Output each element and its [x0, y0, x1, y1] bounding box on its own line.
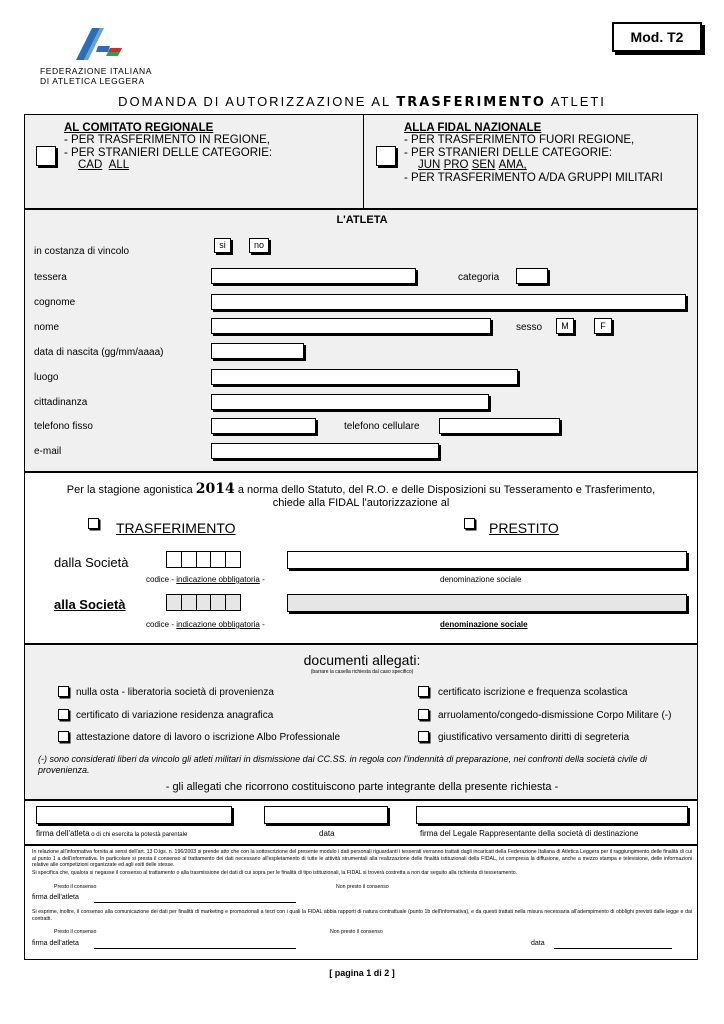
doc-segreteria-label: giustificativo versamento diritti di segreteria	[438, 732, 630, 743]
firma-atleta-small: o di chi esercita la potestà parentale	[89, 832, 188, 838]
regional-committee-block	[64, 122, 272, 172]
documents-title: documenti allegati:	[303, 652, 421, 668]
privacy-firma-2-label: firma dell'atleta	[32, 940, 79, 947]
cittadinanza-label: cittadinanza	[34, 397, 88, 408]
doc-nulla-osta-label: nulla osta - liberatoria società di provenienza	[76, 687, 274, 698]
category-jun: JUN	[418, 159, 441, 171]
militari-note: (-) sono considerati liberi da vincolo gli atleti militari in dismissione dai CC.SS. in regola con l'indennità di preparazione, nei confronti della società civile di provenienza.	[38, 754, 648, 775]
page-title	[0, 94, 724, 110]
doc-scolastica-checkbox[interactable]	[418, 686, 429, 697]
season-year: 2014	[195, 481, 235, 497]
categoria-field[interactable]	[516, 268, 548, 284]
doc-lavoro-checkbox[interactable]	[58, 731, 69, 742]
regional-line-2: - PER STRANIERI DELLE CATEGORIE:	[64, 146, 273, 159]
firma-legale-caption: firma del Legale Rappresentante della società di destinazione	[420, 829, 639, 838]
cognome-label: cognome	[34, 297, 76, 308]
regional-committee-checkbox[interactable]	[36, 146, 56, 166]
page-number: [ pagina 1 di 2 ]	[329, 968, 395, 978]
sesso-f-label: F	[600, 321, 606, 331]
trasferimento-checkbox[interactable]	[88, 518, 99, 529]
firma-data-field[interactable]	[264, 806, 388, 824]
categoria-label: categoria	[458, 272, 500, 283]
telefono-fisso-field[interactable]	[211, 418, 316, 434]
alla-societa-denominazione-field[interactable]	[287, 594, 687, 612]
privacy-firma-1-label: firma dell'atleta	[32, 894, 79, 901]
form-code-box	[612, 22, 702, 52]
dalla-societa-label: dalla Società	[54, 555, 129, 570]
dalla-denominazione-caption: denominazione sociale	[440, 575, 522, 584]
trasferimento-label: TRASFERIMENTO	[116, 520, 236, 536]
alla-codice-text: codice -	[146, 620, 177, 629]
category-cad: CAD	[78, 159, 103, 171]
prestito-label: PRESTITO	[489, 520, 559, 536]
telefono-fisso-label: telefono fisso	[34, 421, 93, 432]
documents-subtitle: (barrare la casella richiesta dal caso specifico)	[310, 669, 414, 675]
category-pro: PRO	[443, 159, 469, 171]
privacy-firma-1-line[interactable]	[94, 902, 296, 903]
vincolo-no-box[interactable]	[249, 238, 269, 253]
integral-part-note: - gli allegati che ricorrono costituiscono parte integrante della presente richiesta -	[165, 781, 559, 793]
logo-line-1: FEDERAZIONE ITALIANA	[40, 66, 152, 76]
category-ama: AMA,	[498, 159, 527, 171]
dalla-codice-end: -	[259, 575, 265, 584]
cittadinanza-field[interactable]	[211, 394, 489, 410]
nascita-field[interactable]	[211, 343, 304, 359]
doc-militare-checkbox[interactable]	[418, 709, 429, 720]
vincolo-no-label: no	[253, 240, 264, 250]
firma-atleta-text: firma dell'atleta	[36, 829, 90, 838]
luogo-label: luogo	[34, 372, 59, 383]
doc-militare-label: arruolamento/congedo-dismissione Corpo Militare (-)	[438, 710, 672, 721]
non-presto-consenso-2: Non presto il consenso	[330, 929, 383, 935]
prestito-checkbox[interactable]	[464, 518, 475, 529]
national-heading: ALLA FIDAL NAZIONALE	[404, 122, 542, 134]
telefono-cellulare-field[interactable]	[439, 418, 560, 434]
privacy-paragraph-1: In relazione all'informativa fornita ai sensi dell'art. 13 D.lgs. n. 196/2003 si prende atto che con la sottoscrizione del presente modulo i dati personali riguardanti i tesserati verranno trattati dagli incaricati della Federazione Italiana di Atletica Leggera per il raggiungimento delle finalità di cui al punto 1 a dell'informativa. In particolare si presta il consenso al trattamento dei dati necessario all'espletamento di tutte le attività strumentali alla realizzazione delle finalità istituzionali della FIDAL, ivi compresa la diffusione, anche a mezzo stampa e televisione, delle informazioni relative alle competizioni organizzate ed agli esiti delle stesse.	[32, 849, 692, 869]
tessera-field[interactable]	[211, 268, 416, 284]
email-field[interactable]	[211, 443, 439, 459]
request-text-b: a norma dello Statuto, del R.O. e delle Disposizioni su Tesseramento e Trasferimento,	[234, 484, 656, 496]
presto-consenso-1: Presto il consenso	[54, 884, 97, 890]
nome-field[interactable]	[211, 318, 491, 334]
logo-line-2: DI ATLETICA LEGGERA	[40, 76, 145, 86]
sesso-m-box[interactable]	[556, 318, 574, 334]
dalla-indicazione: indicazione obbligatoria	[176, 575, 260, 584]
alla-codice-caption	[146, 620, 265, 629]
telefono-cellulare-label: telefono cellulare	[344, 421, 420, 432]
privacy-data-line[interactable]	[554, 948, 672, 949]
sesso-m-label: M	[561, 321, 569, 331]
vincolo-label: in costanza di vincolo	[34, 246, 130, 257]
alla-denominazione-caption: denominazione sociale	[440, 620, 528, 629]
tessera-label: tessera	[34, 272, 67, 283]
target-divider	[363, 114, 364, 209]
regional-heading: AL COMITATO REGIONALE	[64, 122, 214, 134]
national-line-1: - PER TRASFERIMENTO FUORI REGIONE,	[404, 134, 635, 146]
alla-societa-label: alla Società	[54, 597, 126, 612]
presto-consenso-2: Presto il consenso	[54, 929, 97, 935]
doc-residenza-label: certificato di variazione residenza anagrafica	[76, 710, 274, 721]
sesso-label: sesso	[516, 322, 543, 333]
title-part-1: DOMANDA DI AUTORIZZAZIONE AL	[118, 94, 397, 109]
request-text-a: Per la stagione agonistica	[66, 484, 196, 496]
cognome-field[interactable]	[211, 294, 686, 310]
alla-codice-end: -	[259, 620, 265, 629]
category-sen: SEN	[471, 159, 496, 171]
alla-societa-code[interactable]	[166, 594, 240, 611]
category-all: ALL	[108, 159, 130, 171]
non-presto-consenso-1: Non presto il consenso	[336, 884, 389, 890]
athlete-section-title: L'ATLETA	[336, 214, 388, 226]
title-part-3: ATLETI	[545, 94, 606, 109]
firma-data-caption: data	[319, 829, 335, 838]
form-code: Mod. T2	[630, 29, 684, 45]
firma-atleta-caption	[36, 829, 187, 838]
regional-line-1: - PER TRASFERIMENTO IN REGIONE,	[64, 134, 270, 146]
privacy-paragraph-2: Si specifica che, qualora si negasse il consenso al trattamento o alla trasmissione dei dati di cui sopra per le finalità di tipo istituzionali, la FIDAL si troverà costretta a non dar seguito alla richiesta di tesseramento.	[32, 870, 518, 876]
request-line-1	[24, 481, 698, 497]
national-line-2: - PER STRANIERI DELLE CATEGORIE:	[404, 146, 613, 159]
fidal-logo-icon	[74, 26, 126, 62]
dalla-codice-caption	[146, 575, 265, 584]
nome-label: nome	[34, 322, 60, 333]
firma-atleta-field[interactable]	[36, 806, 232, 824]
privacy-firma-2-line[interactable]	[94, 948, 296, 949]
doc-lavoro-label: attestazione datore di lavoro o iscrizione Albo Professionale	[76, 732, 341, 743]
privacy-paragraph-3: Si esprime, inoltre, il consenso alla comunicazione dei dati per finalità di marketing e promozionali a terzi con i quali la FIDAL abbia rapporti di natura contrattuale (punto 1b dell'informativa), e da questi trattati nella misura necessaria all'adempimento di obblighi previsti dalle legge e dai contratti.	[32, 909, 692, 922]
vincolo-si-box[interactable]	[214, 238, 231, 253]
dalla-codice-text: codice -	[146, 575, 177, 584]
national-line-3: - PER TRASFERIMENTO A/DA GRUPPI MILITARI	[404, 171, 663, 184]
alla-indicazione: indicazione obbligatoria	[176, 620, 260, 629]
email-label: e-mail	[34, 446, 62, 457]
doc-nulla-osta-checkbox[interactable]	[58, 686, 69, 697]
privacy-data-label: data	[531, 940, 545, 947]
request-line-2: chiede alla FIDAL l'autorizzazione al	[272, 497, 450, 509]
doc-scolastica-label: certificato iscrizione e frequenza scolastica	[438, 687, 628, 698]
firma-legale-field[interactable]	[416, 806, 688, 824]
doc-residenza-checkbox[interactable]	[58, 709, 69, 720]
doc-segreteria-checkbox[interactable]	[418, 731, 429, 742]
luogo-field[interactable]	[211, 369, 518, 385]
logo-text	[40, 66, 152, 86]
national-fidal-checkbox[interactable]	[376, 146, 396, 166]
sesso-f-box[interactable]	[594, 318, 612, 334]
nascita-label: data di nascita (gg/mm/aaaa)	[34, 347, 164, 358]
vincolo-si-label: si	[219, 240, 226, 250]
title-part-2: TRASFERIMENTO	[396, 95, 546, 110]
national-fidal-block	[404, 122, 663, 184]
dalla-societa-denominazione-field[interactable]	[287, 551, 687, 569]
dalla-societa-code[interactable]	[166, 551, 240, 568]
